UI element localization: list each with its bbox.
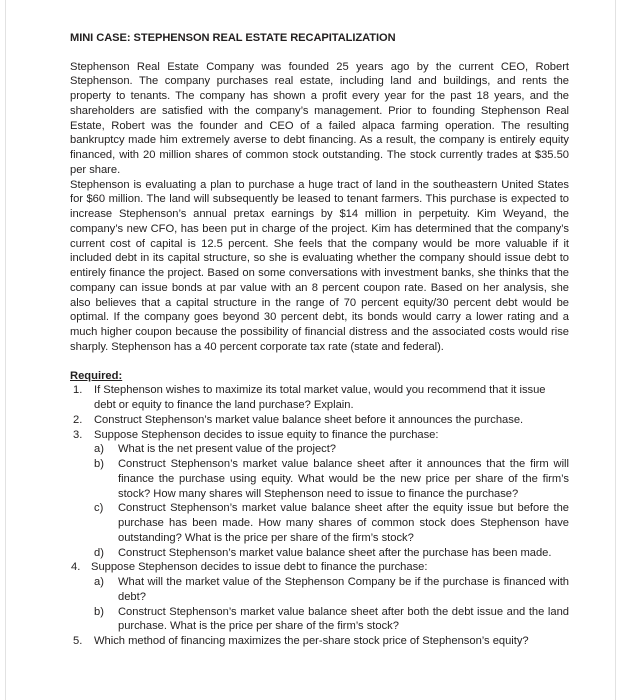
subitem-letter: d)	[94, 546, 104, 559]
subitem-letter: a)	[94, 576, 104, 589]
page-title: MINI CASE: STEPHENSON REAL ESTATE RECAPITALIZATION	[70, 32, 396, 44]
question-number: 4.	[71, 561, 81, 574]
subitem-3a	[70, 442, 569, 457]
subitem-3c	[70, 501, 569, 545]
question-number: 5.	[73, 635, 83, 648]
required-heading: Required:	[70, 369, 123, 382]
document-content	[70, 31, 569, 649]
question-item-3	[70, 428, 569, 561]
question-number: 2.	[73, 413, 83, 426]
question-text: Construct Stephenson’s market value balance sheet before it announces the purchase.	[94, 413, 524, 426]
question-text: Suppose Stephenson decides to issue debt to finance the purchase:	[91, 561, 428, 574]
subitem-letter: b)	[94, 605, 104, 618]
subitem-text: What will the market value of the Stephenson Company be if the purchase is financed with debt?	[118, 576, 569, 603]
question-item-1	[70, 383, 569, 413]
question-number: 1.	[73, 384, 83, 397]
subitem-3b	[70, 457, 569, 501]
subitem-text: Construct Stephenson’s market value balance sheet after the purchase has been made.	[118, 546, 552, 559]
question-text: Suppose Stephenson decides to issue equity to finance the purchase:	[94, 428, 439, 441]
subitem-4a	[70, 575, 569, 605]
question-item-5	[70, 634, 569, 649]
required-question-list	[70, 383, 569, 649]
subitem-letter: b)	[94, 458, 104, 471]
subitem-text: Construct Stephenson’s market value balance sheet after it announces that the firm will finance the purchase using equity. What would be the new price per share of the firm’s stock? How many shares will Stephenson need to issue to finance the purchase?	[118, 458, 569, 500]
question-text: If Stephenson wishes to maximize its total market value, would you recommend that it issue debt or equity to finance the land purchase? Explain.	[94, 384, 546, 412]
question-item-4	[70, 560, 569, 634]
question-item-2	[70, 413, 569, 428]
subitem-text: Construct Stephenson’s market value balance sheet after both the debt issue and the land purchase. What is the price per share of the firm’s stock?	[118, 605, 569, 633]
question-text: Which method of financing maximizes the per-share stock price of Stephenson’s equity?	[94, 635, 529, 648]
subitem-letter: c)	[94, 502, 104, 515]
case-paragraph-1: Stephenson Real Estate Company was founded 25 years ago by the current CEO, Robert Stephenson. The company purchases real estate, including land and buildings, and rents the property to tenants. The company has shown a profit every year for the past 18 years, and the shareholders are satisfied with the company’s management. Prior to founding Stephenson Real Estate, Robert was the founder and CEO of a failed alpaca farming operation. The resulting bankruptcy made him extremely averse to debt financing. As a result, the company is entirely equity financed, with 20 million shares of common stock outstanding. The stock currently trades at $35.50 per share.	[70, 60, 569, 176]
question-4-subitems	[70, 575, 569, 634]
case-paragraph-2: Stephenson is evaluating a plan to purchase a huge tract of land in the southeastern United States for $60 million. The land will subsequently be leased to tenant farmers. This purchase is expected to increase Stephenson’s annual pretax earnings by $14 million in perpetuity. Kim Weyand, the company’s new CFO, has been put in charge of the project. Kim has determined that the company’s current cost of capital is 12.5 percent. She feels that the company would be more valuable if it included debt in its capital structure, so she is evaluating whether the company should issue debt to entirely finance the project. Based on some conversations with investment banks, she thinks that the company can issue bonds at par value with an 8 percent coupon rate. Based on her analysis, she also believes that a capital structure in the range of 70 percent equity/30 percent debt would be optimal. If the company goes beyond 30 percent debt, its bonds would carry a lower rating and a much higher coupon because the possibility of financial distress and the associated costs would rise sharply. Stephenson has a 40 percent corporate tax rate (state and federal).	[70, 178, 569, 353]
question-3-subitems	[70, 442, 569, 560]
subitem-3d	[70, 546, 569, 561]
subitem-letter: a)	[94, 443, 104, 456]
subitem-text: What is the net present value of the project?	[118, 443, 337, 456]
subitem-text: Construct Stephenson’s market value balance sheet after the equity issue but before the purchase has been made. How many shares of common stock does Stephenson have outstanding? What is the price per share of the firm’s stock?	[118, 502, 569, 544]
question-number: 3.	[73, 428, 83, 441]
subitem-4b	[70, 605, 569, 635]
